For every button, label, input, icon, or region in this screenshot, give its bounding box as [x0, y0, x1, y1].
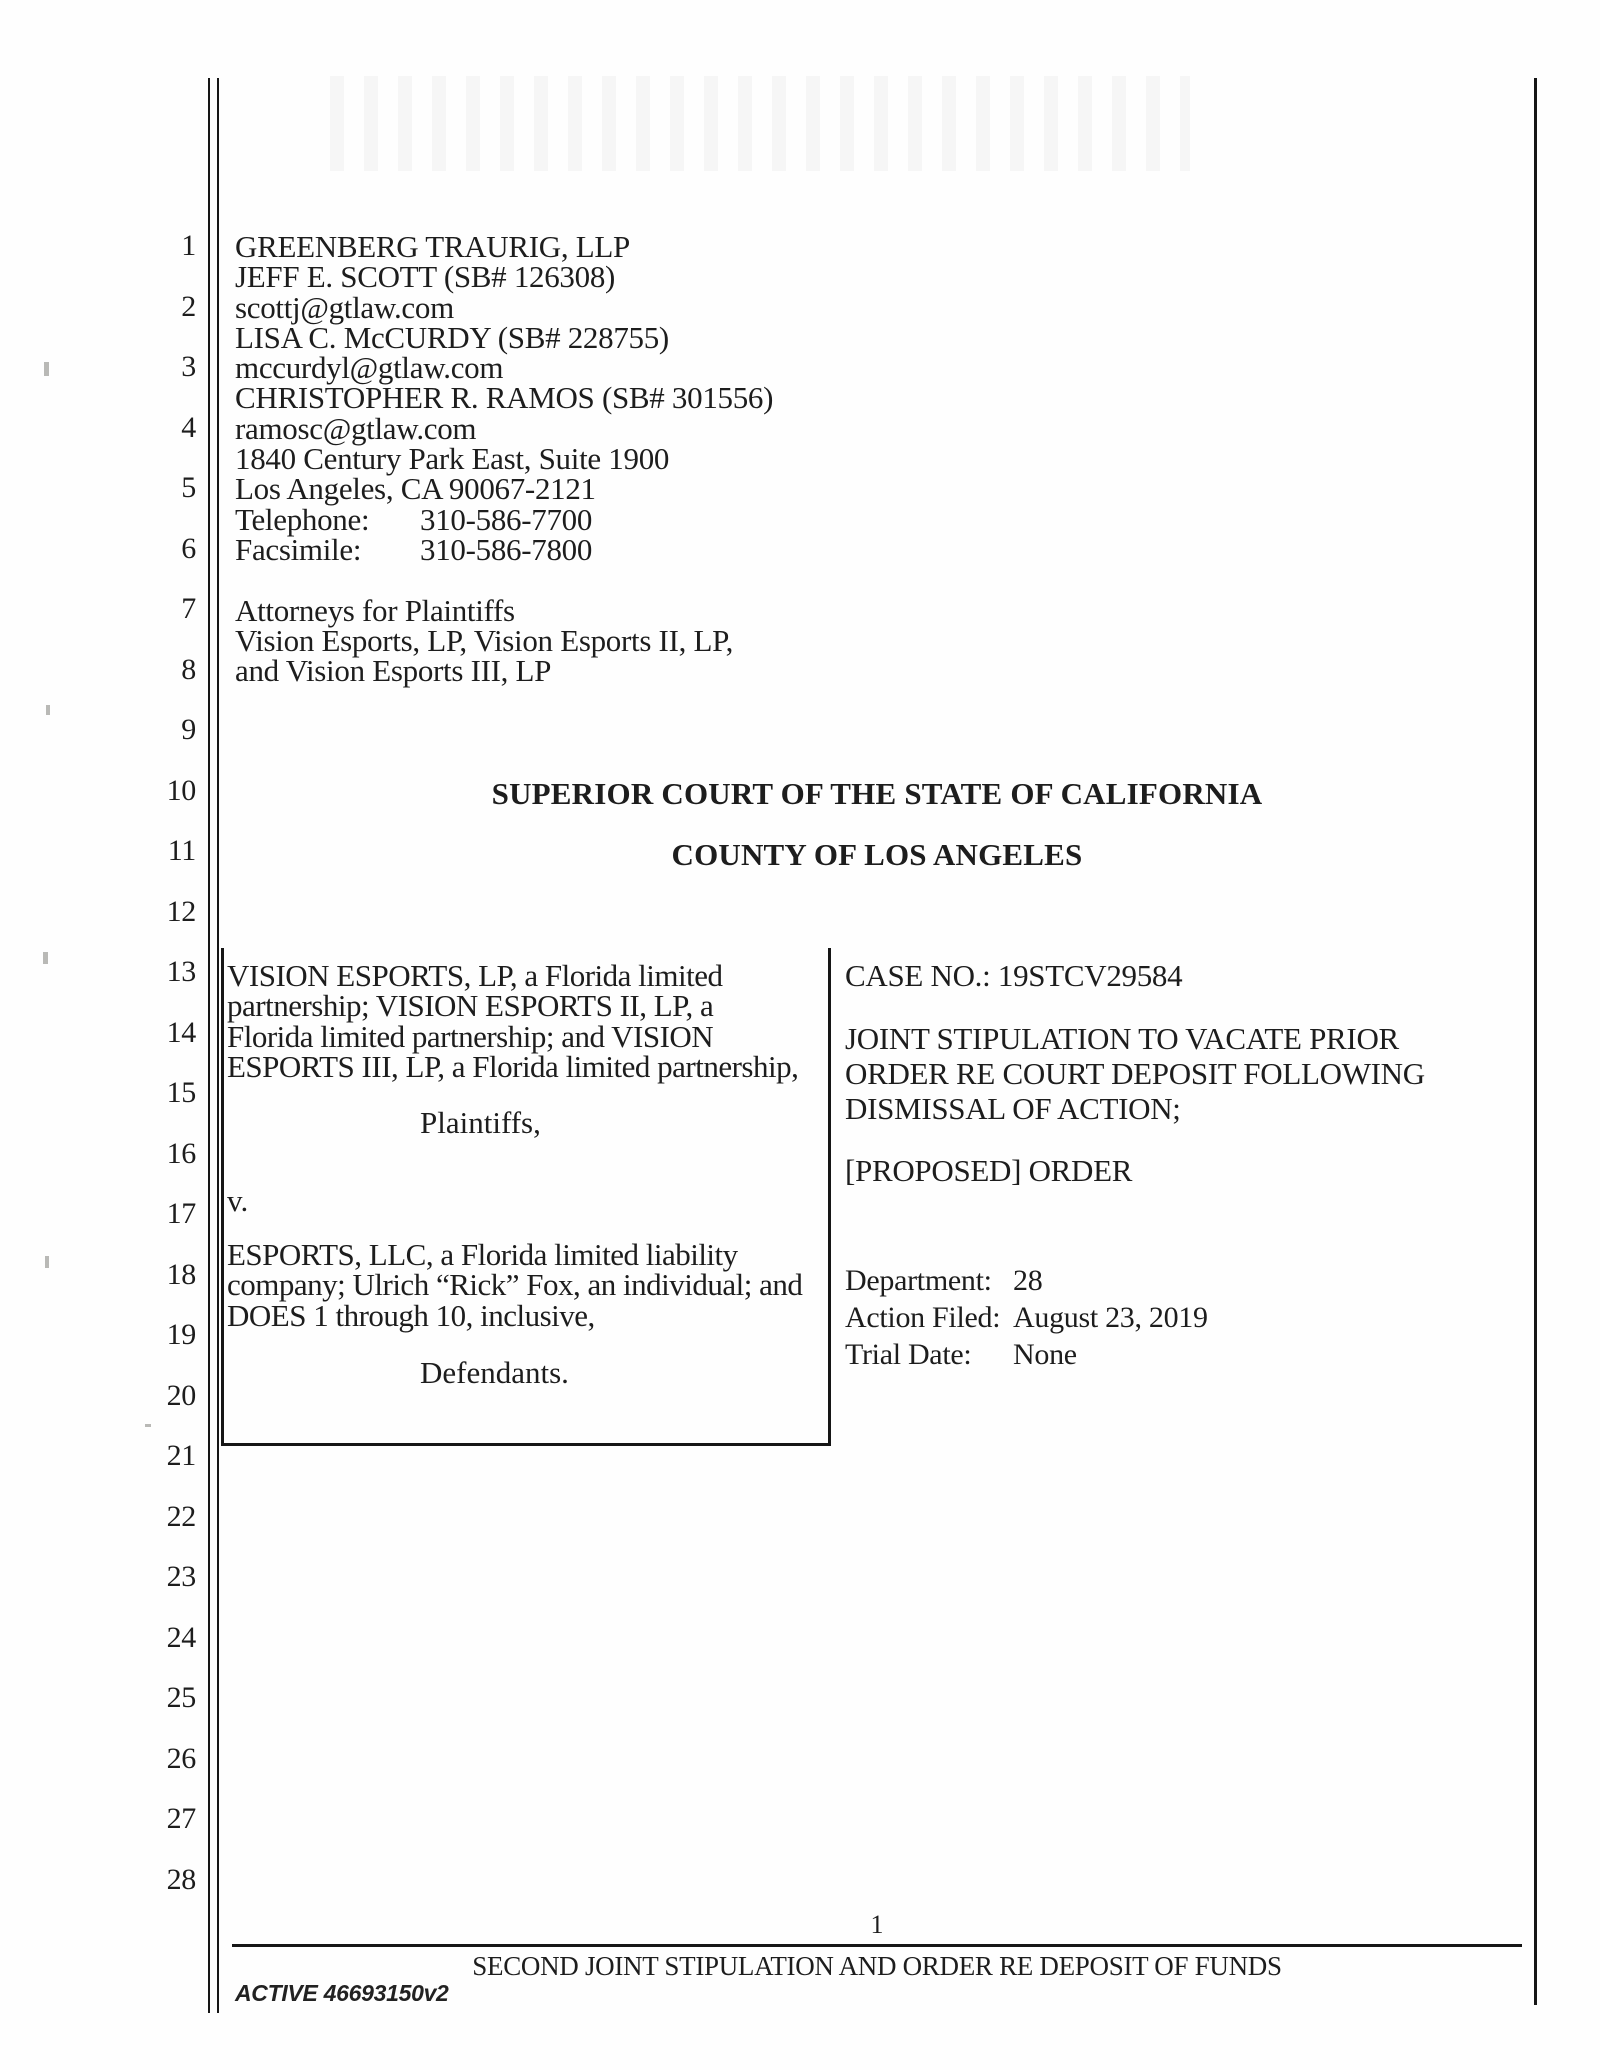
court-subtitle: COUNTY OF LOS ANGELES: [671, 837, 1083, 872]
line-number: 10: [166, 773, 196, 807]
line-number: 22: [166, 1499, 196, 1533]
case-meta-label: Department:: [845, 1264, 992, 1297]
attorney-line-text: Facsimile:: [235, 531, 362, 567]
line-number: 13: [166, 955, 196, 988]
defendant-line: ESPORTS, LLC, a Florida limited liability: [227, 1237, 738, 1272]
attorney-line-value: 310-586-7800: [420, 531, 593, 567]
case-meta-label: Trial Date:: [845, 1337, 972, 1371]
plaintiff-line: VISION ESPORTS, LP, a Florida limited: [227, 958, 723, 993]
line-number: 20: [166, 1378, 196, 1412]
line-number: 9: [181, 713, 196, 746]
line-number: 3: [181, 350, 196, 383]
pleading-line-numbers: [118, 216, 196, 1910]
plaintiffs-label: Plaintiffs,: [420, 1105, 541, 1140]
attorney-line-text: scottj@gtlaw.com: [235, 289, 454, 325]
line-number: 4: [181, 410, 196, 444]
attorney-line-text: CHRISTOPHER R. RAMOS (SB# 301556): [235, 380, 774, 416]
left-double-rule-inner: [217, 78, 219, 2013]
stipulation-title-line: JOINT STIPULATION TO VACATE PRIOR: [845, 1021, 1399, 1056]
line-number: 24: [166, 1620, 196, 1654]
page-number: 1: [870, 1910, 884, 1939]
line-number: 1: [181, 229, 196, 262]
plaintiff-party-names: [227, 958, 799, 1084]
versus-label: v.: [227, 1183, 249, 1218]
attorney-line-value: 310-586-7700: [420, 501, 593, 537]
scan-speck: [44, 362, 49, 376]
defendants-label: Defendants.: [420, 1355, 569, 1390]
attorney-line-text: and Vision Esports III, LP: [235, 653, 552, 689]
attorney-block-line: [235, 622, 773, 658]
attorney-block-line: [235, 565, 773, 595]
right-margin-rule: [1534, 78, 1537, 2005]
line-number: 12: [166, 894, 196, 928]
attorney-line-text: ramosc@gtlaw.com: [235, 410, 477, 446]
attorney-line-text: Attorneys for Plaintiffs: [235, 592, 515, 628]
attorney-line-text: GREENBERG TRAURIG, LLP: [235, 229, 630, 264]
attorney-line-text: Vision Esports, LP, Vision Esports II, LP,: [235, 622, 734, 658]
line-number: 25: [166, 1681, 196, 1714]
defendant-line: company; Ulrich “Rick” Fox, an individual; and: [227, 1267, 803, 1303]
case-meta-label: Action Filed:: [845, 1300, 1001, 1334]
stipulation-title-line: DISMISSAL OF ACTION;: [845, 1091, 1181, 1126]
stipulation-title-line: ORDER RE COURT DEPOSIT FOLLOWING: [845, 1056, 1425, 1091]
attorney-block-line: [235, 380, 774, 416]
caption-box-divider: [828, 948, 831, 1446]
case-meta-value: 28: [1013, 1264, 1043, 1297]
document-id-stamp: ACTIVE 46693150v2: [235, 1980, 449, 2006]
line-number: 19: [166, 1318, 196, 1351]
attorney-block-line: [235, 350, 773, 386]
caption-box-left-border: [221, 948, 224, 1446]
attorney-block-line: [235, 531, 773, 567]
proposed-order-label: [PROPOSED] ORDER: [845, 1153, 1133, 1188]
scan-artifact-band: [330, 76, 1190, 171]
case-number: CASE NO.: 19STCV29584: [845, 958, 1183, 993]
attorney-block-line: [235, 441, 773, 477]
attorney-line-text: JEFF E. SCOTT (SB# 126308): [235, 259, 616, 295]
case-meta-value: None: [1013, 1337, 1077, 1371]
line-number: 6: [181, 531, 196, 565]
left-double-rule-outer: [208, 78, 210, 2013]
line-number: 17: [166, 1197, 196, 1230]
plaintiff-line: Florida limited partnership; and VISION: [227, 1018, 714, 1054]
court-title: SUPERIOR COURT OF THE STATE OF CALIFORNIA: [491, 776, 1263, 811]
line-number: 8: [181, 652, 196, 686]
case-meta-value: August 23, 2019: [1013, 1300, 1208, 1334]
stipulation-title: [845, 1021, 1425, 1126]
attorney-block-line: [235, 289, 773, 325]
attorney-block-line: [235, 410, 773, 446]
scan-speck: [46, 705, 50, 715]
line-number: 15: [166, 1076, 196, 1109]
attorney-block-line: [235, 229, 773, 264]
line-number: 27: [166, 1802, 196, 1835]
line-number: 16: [166, 1136, 196, 1170]
attorney-line-text: LISA C. McCURDY (SB# 228755): [235, 319, 669, 355]
line-number: 18: [166, 1257, 196, 1291]
plaintiff-line: partnership; VISION ESPORTS II, LP, a: [227, 988, 714, 1024]
case-meta: [845, 1263, 1208, 1373]
footer-document-title: SECOND JOINT STIPULATION AND ORDER RE DEPOSIT OF FUNDS: [472, 1951, 1282, 1981]
attorney-block-line: [235, 471, 773, 507]
line-number: 23: [166, 1560, 196, 1593]
attorney-line-text: Los Angeles, CA 90067-2121: [235, 471, 596, 507]
line-number: 21: [166, 1439, 196, 1472]
attorney-block-line: [235, 653, 773, 689]
case-meta-row: [845, 1300, 1208, 1337]
attorney-block-line: [235, 592, 773, 628]
line-number: 11: [167, 834, 196, 867]
line-number: 7: [181, 592, 196, 625]
attorney-block-line: [235, 259, 773, 295]
defendant-line: DOES 1 through 10, inclusive,: [227, 1297, 595, 1333]
line-number: 5: [181, 471, 196, 504]
case-meta-row: [845, 1263, 1043, 1300]
defendant-party-names: [227, 1237, 803, 1333]
attorney-block-line: [235, 319, 773, 355]
attorney-block-line: [235, 501, 773, 537]
line-number: 28: [166, 1862, 196, 1896]
scan-speck: [45, 1256, 49, 1268]
line-number: 14: [166, 1015, 196, 1049]
footer-rule: [232, 1944, 1522, 1947]
attorney-line-text: 1840 Century Park East, Suite 1900: [235, 441, 670, 477]
scan-speck: [43, 952, 48, 964]
plaintiff-line: ESPORTS III, LP, a Florida limited partnership,: [227, 1048, 799, 1084]
attorney-line-text: mccurdyl@gtlaw.com: [235, 350, 504, 386]
line-number: 26: [166, 1741, 196, 1775]
line-number: 2: [181, 289, 196, 323]
caption-box-bottom-border: [221, 1443, 831, 1446]
attorney-line-text: Telephone:: [235, 501, 370, 537]
case-meta-row: [845, 1337, 1077, 1374]
attorney-block: [235, 229, 774, 689]
